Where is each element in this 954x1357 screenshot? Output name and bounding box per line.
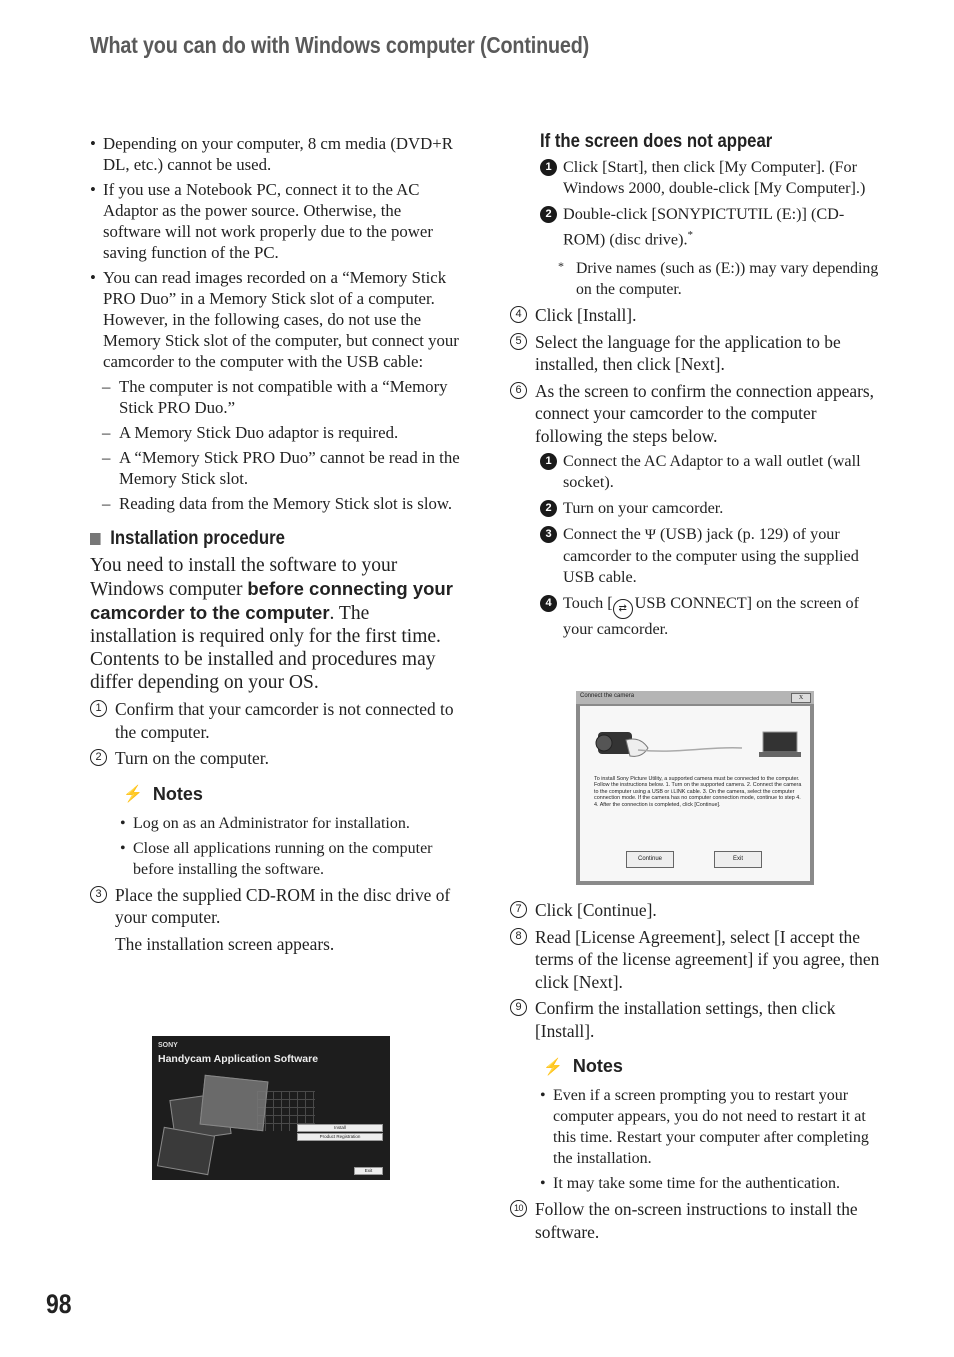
step-3 [90,884,460,929]
dash-text: A Memory Stick Duo adaptor is required. [119,423,399,442]
step-5 [510,331,880,376]
step-7 [510,899,880,922]
sub-step-number: 3 [540,526,557,543]
step-number: 8 [510,928,527,945]
bullet-text: If you use a Notebook PC, connect it to the AC Adaptor as the power source. Otherwise, the software will not work properly due to the power saving function of the PC. [103,180,433,262]
sub-step-number: 2 [540,500,557,517]
step-text: Confirm the installation settings, then click [Install]. [535,998,836,1041]
sub-step-text: Connect the AC Adaptor to a wall outlet (wall socket). [563,452,861,492]
note-text: Log on as an Administrator for installation. [133,814,410,832]
sub-step-number: 1 [540,453,557,470]
sub-step-text: Touch [ [563,594,613,613]
connect-step-3 [540,524,880,588]
bullet-item [90,267,460,372]
step-number: 7 [510,901,527,918]
laptop-screen-icon [763,732,797,752]
photo-thumbnail [157,1127,215,1175]
step-number: 6 [510,382,527,399]
bullet-text: Depending on your computer, 8 cm media (DVD+R DL, etc.) cannot be used. [103,134,453,174]
step-text: Click [Install]. [535,305,637,326]
step-text: Confirm that your camcorder is not connected to the computer. [115,699,454,742]
sub-step-text: (USB) jack (p. 129) of your camcorder to the computer using the supplied USB cable. [563,525,859,587]
section-title [90,528,416,550]
sub-step-2 [540,204,880,250]
dialog-body [580,706,810,881]
camcorder-lens-icon [596,735,612,751]
intro-paragraph-2: Contents to be installed and procedures may differ depending on your OS. [90,649,436,693]
close-icon[interactable]: X [791,693,811,703]
notes-heading [543,1056,880,1077]
intro-text-end: . The installation is required only for the first time. [90,603,441,647]
dialog-title: Connect the camera [580,693,635,699]
step-number: 2 [90,749,107,766]
note-text: Even if a screen prompting you to restart your computer appears, you do not need to restart it at this time. Restart your computer after completing the installation. [553,1087,869,1167]
note-item [120,813,460,834]
connect-step-1 [540,451,880,493]
note-text: Close all applications running on the computer before installing the software. [133,839,433,878]
step-9 [510,997,880,1042]
installer-title: Handycam Application Software [158,1053,319,1065]
sub-step-text: Connect the [563,525,645,544]
sub-step-number: 1 [540,159,557,176]
note-text: It may take some time for the authentication. [553,1175,841,1192]
dialog-instructions: To install Sony Picture Utility, a supported camera must be connected to the computer. Follow the instructions below. 1. Turn on the supported camera. 2. Connect the camera to the computer using a USB or i.LINK cable. 3. On the camera, select the computer connection mode. If the camera has no computer connection mode, continue to step 4. 4. After the connection is completed, click [Continue]. [594,776,802,808]
step-number: 9 [510,999,527,1016]
section-title-text: Installation procedure [110,528,285,549]
sub-step-number: 2 [540,206,557,223]
notes-title: Notes [572,1056,623,1076]
step-text: Follow the on-screen instructions to install the software. [535,1199,858,1242]
subsection-title: If the screen does not appear [540,131,773,152]
note-item [540,1085,880,1169]
hand-icon [626,739,648,756]
dash-item [90,493,460,514]
step-number: 10 [510,1200,527,1217]
camera-to-laptop-illustration [580,710,810,780]
dash-text: Reading data from the Memory Stick slot is slow. [119,494,453,513]
step-2 [90,747,460,770]
notes-heading [123,784,460,805]
bullet-mark: • [120,839,126,857]
sub-step-text: Turn on your camcorder. [563,499,724,518]
connect-step-4 [540,593,880,640]
step-text: Select the language for the application to be installed, then click [Next]. [535,331,841,375]
install-button[interactable]: Install [297,1124,383,1132]
right-column [510,131,880,645]
connect-step-2 [540,498,880,519]
intro-bold-text: before connecting your camcorder to the computer [90,578,453,623]
step-6 [510,380,880,448]
step-1 [90,698,460,743]
dash-mark: – [102,377,111,396]
bullet-item [90,133,460,175]
dash-text: A “Memory Stick PRO Duo” cannot be read in the Memory Stick slot. [119,448,460,488]
step-number: 1 [90,700,107,717]
notes-lightning-icon: ⚡ [123,786,143,803]
dash-item [90,447,460,489]
usb-connect-touch-icon: ⇄ [613,599,633,619]
intro-text: You need to install the software to your Windows computer [90,555,398,600]
footnote-marker: * [558,259,564,274]
exit-button[interactable]: Exit [714,851,762,868]
sub-step-text: USB CONNECT] on the screen of your camcorder. [563,594,860,639]
bullet-mark: • [90,268,96,287]
step-8 [510,926,880,994]
bullet-mark: • [540,1175,546,1192]
page-header: What you can do with Windows computer (Continued) [90,32,590,58]
footnote-text: Drive names (such as (E:)) may vary depending on the computer. [576,260,879,299]
dash-item [90,422,460,443]
usb-trident-icon: Ψ [644,527,656,544]
step-text: As the screen to confirm the connection appears, connect your camcorder to the computer following the steps below. [535,380,874,446]
bullet-mark: • [540,1087,546,1104]
dash-item [90,376,460,418]
note-item [120,838,460,880]
dash-mark: – [102,423,111,442]
dialog-titlebar [576,691,814,704]
continue-button[interactable]: Continue [626,851,674,868]
left-column [90,133,460,969]
note-item [540,1173,880,1194]
sony-logo: SONY [158,1042,178,1049]
dash-mark: – [102,448,111,467]
notes-lightning-icon: ⚡ [543,1058,563,1076]
sub-step-1 [540,157,880,199]
bullet-item [90,179,460,263]
dash-mark: – [102,494,111,513]
step-text: Click [Continue]. [535,900,657,920]
connect-camera-dialog-screenshot [576,691,814,885]
notes-title: Notes [152,783,203,804]
bullet-text: You can read images recorded on a “Memory Stick PRO Duo” in a Memory Stick slot of a computer. However, in the following cases, do not use the Memory Stick slot of the computer, but connect your camcorder to the computer with the USB cable: [103,268,459,371]
bullet-mark: • [90,180,96,199]
step-4 [510,304,880,327]
sub-step-text: Click [Start], then click [My Computer]. (For Windows 2000, double-click [My Computer].) [563,158,866,197]
step-text: Place the supplied CD-ROM in the disc drive of your computer. [115,884,451,927]
installer-screenshot [152,1036,390,1180]
bullet-mark: • [120,814,126,832]
laptop-base-icon [759,752,801,757]
product-registration-button[interactable]: Product Registration [297,1133,383,1141]
page-number: 98 [46,1289,72,1319]
section-square-icon [90,533,101,545]
intro-paragraph [90,554,460,648]
step-number: 3 [90,886,107,903]
step-text: Read [License Agreement], select [I accept the terms of the license agreement] if you agree, then click [Next]. [535,926,880,992]
step-3-result: The installation screen appears. [115,933,335,954]
dash-text: The computer is not compatible with a “Memory Stick PRO Duo.” [119,377,448,417]
step-number: 4 [510,306,527,323]
bullet-mark: • [90,134,96,153]
sub-step-text: Double-click [SONYPICTUTIL (E:)] (CD-ROM) (disc drive). [563,205,845,249]
footnote [558,258,880,300]
usb-cable-icon [638,748,742,751]
step-text: Turn on the computer. [115,748,269,768]
exit-button[interactable]: Exit [354,1167,383,1175]
right-column-lower [510,899,880,1247]
sub-step-number: 4 [540,595,557,612]
step-10 [510,1198,880,1243]
footnote-marker: * [687,229,694,241]
step-number: 5 [510,333,527,350]
